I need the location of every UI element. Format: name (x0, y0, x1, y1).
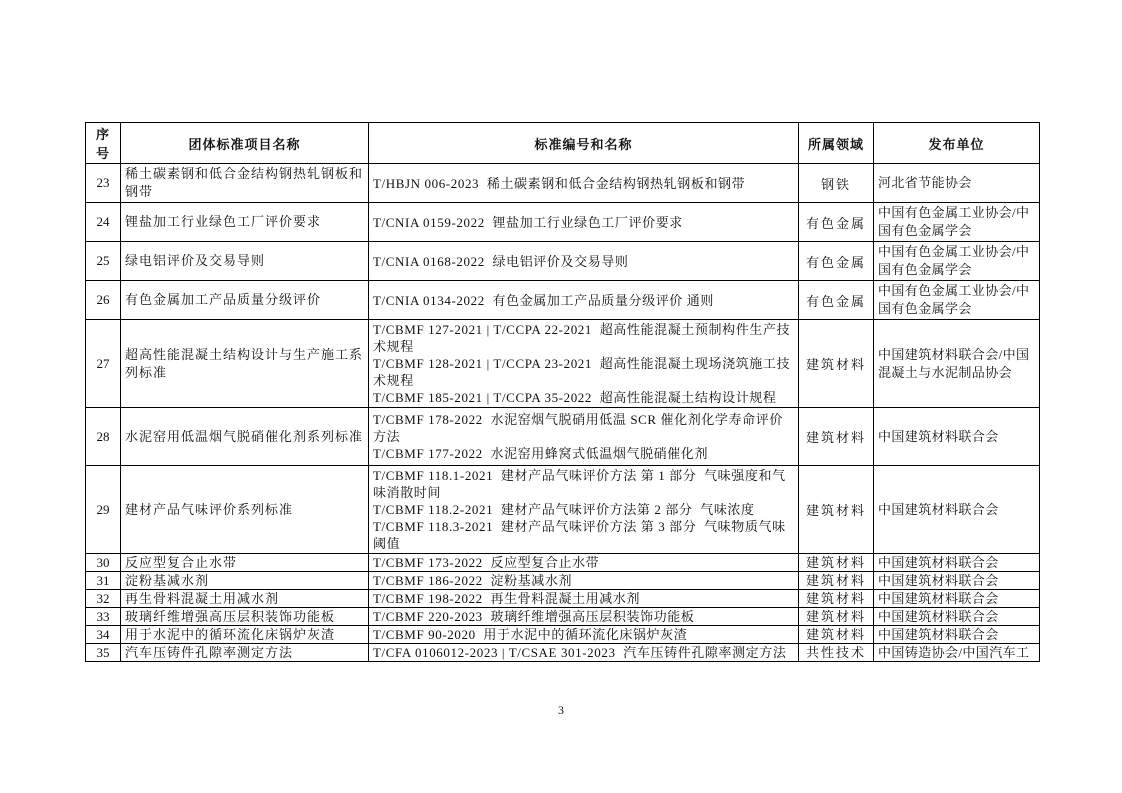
field-cell: 建筑材料 (799, 554, 874, 572)
publisher-cell: 中国建筑材料联合会 (874, 554, 1040, 572)
standard-line: T/CNIA 0134-2022 有色金属加工产品质量分级评价 通则 (373, 292, 714, 308)
column-header-standard: 标准编号和名称 (369, 123, 799, 164)
project-name-cell: 绿电铝评价及交易导则 (121, 242, 369, 281)
row-number-cell: 35 (86, 644, 121, 662)
standard-line: T/CBMF 178-2022 水泥窑烟气脱硝用低温 SCR 催化剂化学寿命评价方法 (373, 412, 783, 444)
project-name-cell: 用于水泥中的循环流化床锅炉灰渣 (121, 626, 369, 644)
standard-cell (369, 164, 799, 203)
table-row (86, 608, 1040, 626)
publisher-cell: 中国有色金属工业协会/中国有色金属学会 (874, 203, 1040, 242)
standard-cell (369, 626, 799, 644)
table-row (86, 164, 1040, 203)
table-header-row (86, 123, 1040, 164)
field-cell: 建筑材料 (799, 626, 874, 644)
table-row (86, 554, 1040, 572)
field-cell: 有色金属 (799, 281, 874, 320)
row-number-cell: 29 (86, 466, 121, 554)
field-cell: 建筑材料 (799, 590, 874, 608)
column-header-field: 所属领域 (799, 123, 874, 164)
standard-cell (369, 466, 799, 554)
standard-line: T/CBMF 185-2021 | T/CCPA 35-2022 超高性能混凝土结构设计规程 (373, 390, 777, 405)
publisher-cell: 中国建筑材料联合会 (874, 408, 1040, 466)
field-cell: 有色金属 (799, 242, 874, 281)
row-number-cell: 24 (86, 203, 121, 242)
publisher-cell: 河北省节能协会 (874, 164, 1040, 203)
publisher-cell: 中国有色金属工业协会/中国有色金属学会 (874, 281, 1040, 320)
project-name-cell: 建材产品气味评价系列标准 (121, 466, 369, 554)
standard-line: T/CFA 0106012-2023 | T/CSAE 301-2023 汽车压铸件孔隙率测定方法 (373, 644, 787, 660)
row-number-cell: 25 (86, 242, 121, 281)
page-number: 3 (558, 703, 564, 717)
publisher-cell: 中国建筑材料联合会 (874, 466, 1040, 554)
publisher-cell: 中国建筑材料联合会 (874, 590, 1040, 608)
table-row (86, 466, 1040, 554)
standard-line: T/CNIA 0159-2022 锂盐加工行业绿色工厂评价要求 (373, 214, 683, 230)
row-number-cell: 30 (86, 554, 121, 572)
table-row (86, 572, 1040, 590)
row-number-cell: 27 (86, 320, 121, 408)
table-row (86, 644, 1040, 662)
project-name-cell: 玻璃纤维增强高压层积装饰功能板 (121, 608, 369, 626)
project-name-cell: 反应型复合止水带 (121, 554, 369, 572)
field-cell: 建筑材料 (799, 466, 874, 554)
table-row (86, 626, 1040, 644)
row-number-cell: 33 (86, 608, 121, 626)
standard-line: T/CBMF 198-2022 再生骨料混凝土用减水剂 (373, 590, 641, 606)
row-number-cell: 32 (86, 590, 121, 608)
row-number-cell: 34 (86, 626, 121, 644)
standard-cell (369, 203, 799, 242)
standard-line: T/HBJN 006-2023 稀土碳素钢和低合金结构钢热轧钢板和钢带 (373, 175, 746, 191)
project-name-cell: 再生骨料混凝土用减水剂 (121, 590, 369, 608)
column-header-no: 序号 (86, 123, 121, 164)
row-number-cell: 23 (86, 164, 121, 203)
standard-cell (369, 554, 799, 572)
standard-line: T/CNIA 0168-2022 绿电铝评价及交易导则 (373, 253, 629, 269)
publisher-cell: 中国建筑材料联合会/中国混凝土与水泥制品协会 (874, 320, 1040, 408)
table-row (86, 203, 1040, 242)
field-cell: 共性技术 (799, 644, 874, 662)
publisher-cell: 中国建筑材料联合会 (874, 572, 1040, 590)
table-row (86, 590, 1040, 608)
field-cell: 钢铁 (799, 164, 874, 203)
project-name-cell: 超高性能混凝土结构设计与生产施工系列标准 (121, 320, 369, 408)
standard-cell (369, 644, 799, 662)
publisher-cell: 中国有色金属工业协会/中国有色金属学会 (874, 242, 1040, 281)
row-number-cell: 26 (86, 281, 121, 320)
field-cell: 建筑材料 (799, 608, 874, 626)
standards-table (85, 122, 1040, 662)
standard-line: T/CBMF 177-2022 水泥窑用蜂窝式低温烟气脱硝催化剂 (373, 446, 709, 461)
field-cell: 有色金属 (799, 203, 874, 242)
standard-line: T/CBMF 173-2022 反应型复合止水带 (373, 554, 600, 570)
project-name-cell: 淀粉基减水剂 (121, 572, 369, 590)
publisher-cell: 中国建筑材料联合会 (874, 626, 1040, 644)
standard-cell (369, 408, 799, 466)
row-number-cell: 31 (86, 572, 121, 590)
publisher-cell: 中国建筑材料联合会 (874, 608, 1040, 626)
standard-line: T/CBMF 118.3-2021 建材产品气味评价方法 第 3 部分 气味物质气味阈值 (373, 519, 786, 551)
standard-cell (369, 572, 799, 590)
column-header-project-name: 团体标准项目名称 (121, 123, 369, 164)
project-name-cell: 稀土碳素钢和低合金结构钢热轧钢板和钢带 (121, 164, 369, 203)
field-cell: 建筑材料 (799, 408, 874, 466)
standard-cell (369, 608, 799, 626)
project-name-cell: 有色金属加工产品质量分级评价 (121, 281, 369, 320)
project-name-cell: 水泥窑用低温烟气脱硝催化剂系列标准 (121, 408, 369, 466)
standard-cell (369, 242, 799, 281)
table-row (86, 408, 1040, 466)
standard-line: T/CBMF 90-2020 用于水泥中的循环流化床锅炉灰渣 (373, 626, 688, 642)
standard-line: T/CBMF 128-2021 | T/CCPA 23-2021 超高性能混凝土现场浇筑施工技术规程 (373, 356, 791, 388)
table-row (86, 320, 1040, 408)
standard-cell (369, 590, 799, 608)
standard-line: T/CBMF 220-2023 玻璃纤维增强高压层积装饰功能板 (373, 608, 695, 624)
table-row (86, 242, 1040, 281)
standard-cell (369, 320, 799, 408)
standard-line: T/CBMF 118.1-2021 建材产品气味评价方法 第 1 部分 气味强度和气味消散时间 (373, 468, 786, 500)
column-header-publisher: 发布单位 (874, 123, 1040, 164)
row-number-cell: 28 (86, 408, 121, 466)
standard-line: T/CBMF 127-2021 | T/CCPA 22-2021 超高性能混凝土预制构件生产技术规程 (373, 322, 791, 354)
project-name-cell: 汽车压铸件孔隙率测定方法 (121, 644, 369, 662)
publisher-cell: 中国铸造协会/中国汽车工 (874, 644, 1040, 662)
standard-cell (369, 281, 799, 320)
project-name-cell: 锂盐加工行业绿色工厂评价要求 (121, 203, 369, 242)
field-cell: 建筑材料 (799, 320, 874, 408)
table-body (86, 164, 1040, 662)
table-row (86, 281, 1040, 320)
standard-line: T/CBMF 118.2-2021 建材产品气味评价方法第 2 部分 气味浓度 (373, 502, 755, 517)
standard-line: T/CBMF 186-2022 淀粉基减水剂 (373, 572, 573, 588)
field-cell: 建筑材料 (799, 572, 874, 590)
